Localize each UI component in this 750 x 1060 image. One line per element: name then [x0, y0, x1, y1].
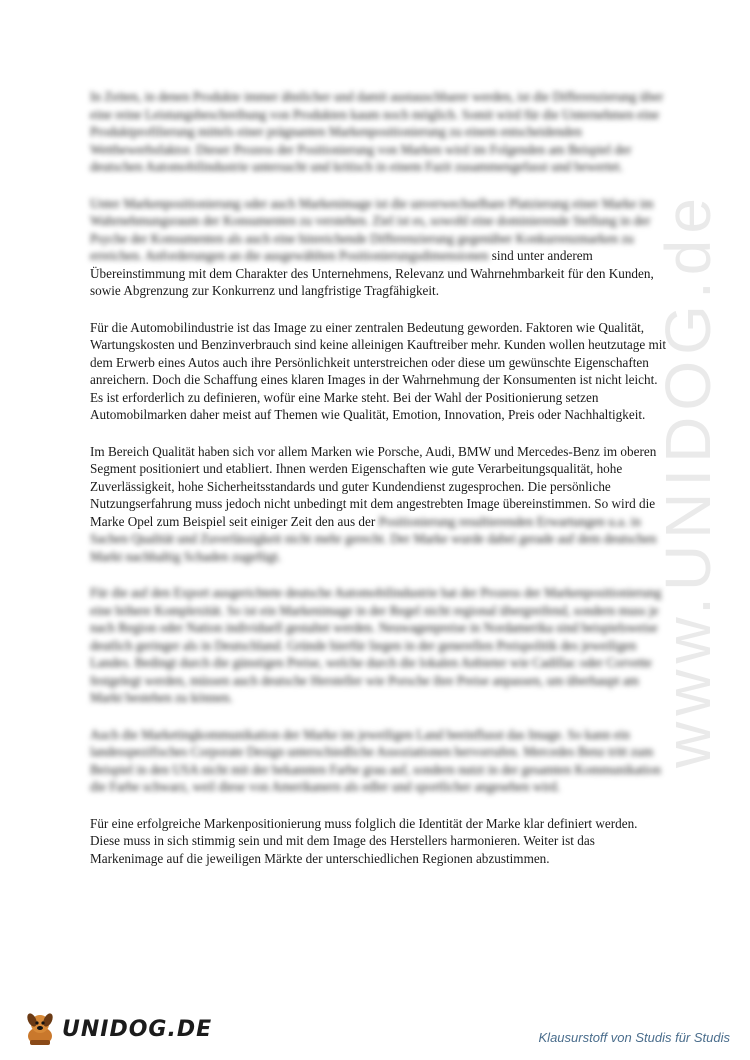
dog-mascot-icon — [20, 1010, 60, 1048]
document-body — [90, 88, 670, 886]
blurred-text: Positionierung resultierenden Erwartungen u.a. in Sachen Qualität und Zuverlässigkeit nicht mehr gerecht. Der Marke wurde dabei gerade auf dem deutschen Markt nachhaltig Schaden zugefügt. — [90, 513, 657, 564]
footer-tagline: Klausurstoff von Studis für Studis — [538, 1030, 730, 1045]
paragraph-fazit: Für eine erfolgreiche Markenpositionierung muss folglich die Identität der Marke klar definiert werden. Diese muss in sich stimmig sein und mit dem Image des Herstellers harmonieren. Weiter ist das Markenimage auf die jeweiligen Märkte der unterschiedlichen Regionen abzustimmen. — [90, 815, 638, 866]
blurred-text: Unter Markenpositionierung oder auch Markenimage ist die unverwechselbare Platzierung einer Marke im Wahrnehmungsraum der Konsumenten zu verstehen. Ziel ist es, sowohl eine dominierende Stellung in der Psyche der Konsumenten als auch eine hinreichende Differenzierung gegenüber Konkurrenzmarken zu erreichen. Anforderungen an die ausgewählten Positionierungsdimensionen — [90, 195, 654, 263]
paragraph-qualitaet — [90, 443, 670, 566]
clear-text: Im Bereich Qualität haben sich vor allem Marken wie Porsche, Audi, BMW und Mercedes-Benz im oberen Segment positioniert und etabliert. Ihnen werden Eigenschaften wie gute Verarbeitungsqualität, hohe Zuverlässigkeit, hohe Sicherheitsstandards und guter Kundendienst zugesprochen. Die persönliche Nutzungserfahrung muss jedoch nicht unbedingt mit dem angestrebten Image übereinstimmen. So wird die Marke Opel zum Beispiel seit einiger Zeit den aus der — [90, 443, 657, 529]
clear-text: sind unter anderem Übereinstimmung mit dem Charakter des Unternehmens, Relevanz und Wahrnehmbarkeit für den Kunden, sowie Abgrenzung zur Konkurrenz und langfristige Tragfähigkeit. — [90, 248, 654, 298]
watermark: www.UNIDOG.de — [652, 192, 724, 768]
blurred-paragraph-export: Für die auf den Export ausgerichtete deutsche Automobilindustrie hat der Prozess der Markenpositionierung eine höhere Komplexität. So ist ein Markenimage in der Regel nicht regional übergreifend, sondern muss je nach Region oder Nation individuell gestaltet werden. Neuwagenpreise in Nordamerika sind beispielsweise deutlich geringer als in Deutschland. Gründe hierfür liegen in der generellen Preispolitik des jeweiligen Landes. Bedingt durch die günstigen Preise, welche durch die lokalen Anbieter wie Cadillac oder Corvette festgelegt werden, müssen auch deutsche Hersteller wie Porsche ihre Preise anpassen, um überhaupt am Markt bestehen zu können. — [90, 585, 662, 705]
blurred-paragraph-intro: In Zeiten, in denen Produkte immer ähnlicher und damit austauschbarer werden, ist die Differenzierung über eine reine Leistungsbeschreibung von Produkten kaum noch möglich. Somit wird für die Unternehmen eine Produktprofilierung mittels einer prägnanten Markenpositionierung zu einem entscheidenden Wettbewerbsfaktor. Dieser Prozess der Positionierung von Marken wird im Folgenden am Beispiel der deutschen Automobilindustrie untersucht und kritisch in einem Fazit zusammengefasst und bewertet. — [90, 89, 664, 174]
blurred-paragraph-kommunikation: Auch die Marketingkommunikation der Marke im jeweiligen Land beeinflusst das Image. So kann ein landesspezifisches Corporate Design unterschiedliche Assoziationen hervorrufen. Mercedes Benz tritt zum Beispiel in den USA nicht mit der bekannten Farbe grau auf, sondern nutzt in der gesamten Kommunikation die Farbe schwarz, weil diese von Amerikanern als edler und sportlicher angesehen wird. — [90, 726, 661, 794]
unidog-logo[interactable] — [20, 1010, 212, 1048]
paragraph-markenpositionierung — [90, 195, 670, 300]
logo-text: UNIDOG.DE — [62, 1016, 213, 1042]
paragraph-automobilindustrie: Für die Automobilindustrie ist das Image zu einer zentralen Bedeutung geworden. Faktoren wie Qualität, Wartungskosten und Benzinverbrauch sind keine alleinigen Kauftreiber mehr. Kunden wollen heutzutage mit dem Erwerb eines Autos auch ihre Persönlichkeit unterstreichen oder diese um gewünschte Eigenschaften anreichern. Doch die Schaffung eines klaren Images in der Wahrnehmung der Konsumenten ist nicht leicht. Es ist erforderlich zu definieren, wofür eine Marke steht. Bei der Wahl der Positionierung setzen Automobilmarken daher meist auf Themen wie Qualität, Emotion, Innovation, Preis oder Nachhaltigkeit. — [90, 319, 667, 422]
